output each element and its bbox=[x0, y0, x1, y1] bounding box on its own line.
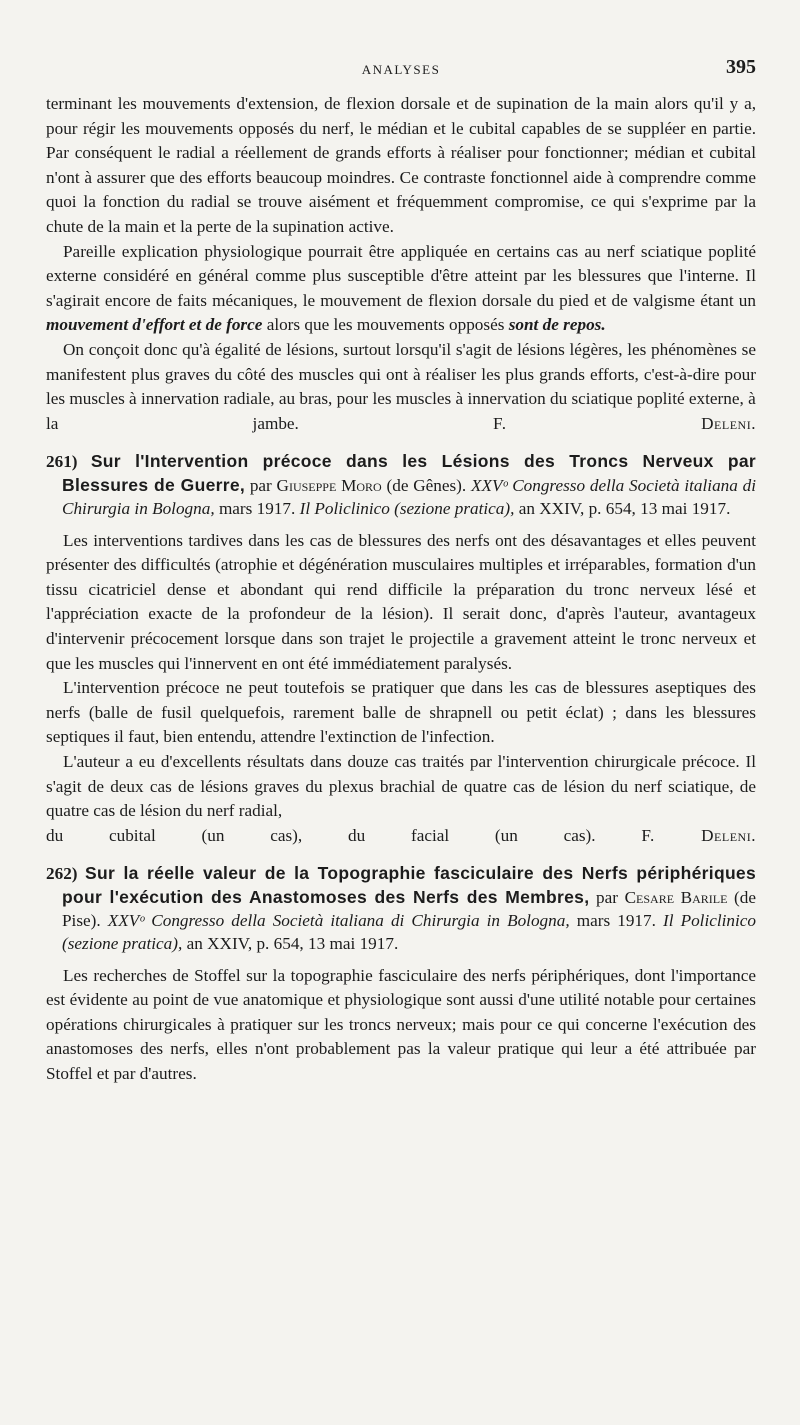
paragraph: Les interventions tardives dans les cas de blessures des nerfs ont des désavantages et elles peuvent présenter des difficultés (atrophie et dégénération musculaires multiples et irréparables, formation d'un tissu cicatriciel dense et abondant qui rend difficile la préparation du tronc nerveux lésé et l'appréciation exacte de la profondeur de la lésion). Il serait donc, d'après l'auteur, avantageux d'intervenir précocement lorsque dans son trajet le projectile a gravement atteint le tronc nerveux et que les muscles qui l'innervent en ont été immédiatement paralysés. bbox=[46, 530, 756, 673]
entry-body bbox=[46, 964, 756, 1087]
entry-261 bbox=[46, 450, 756, 848]
entry-body bbox=[46, 529, 756, 849]
entry-number: 261) bbox=[46, 452, 78, 472]
continued-analysis bbox=[46, 92, 756, 436]
journal: Il Policlinico (sezione pratica), bbox=[62, 911, 757, 953]
entry-heading: 261) Sur l'Intervention précoce dans les Lésions des Troncs Nerveux par Blessures de Guerre, par Giuseppe Moro (de Gênes). XXVᵒ Congresso della Società italiana di Chirurgia in Bologna, mars 1917. Il Policlinico (sezione pratica), an XXIV, p. 654, 13 mai 1917. bbox=[46, 451, 757, 518]
signature-line: la jambe. F. Deleni. bbox=[46, 413, 757, 433]
emphasis: mouvement d'effort et de force bbox=[46, 315, 263, 335]
source: XXVᵒ Congresso della Società italiana di Chirurgia in Bologna, bbox=[107, 911, 570, 931]
paragraph: Pareille explication physiologique pourrait être appliquée en certains cas au nerf sciatique poplité externe considéré en général comme plus susceptible d'être atteint par les blessures que l'interne. Il s'agirait encore de faits mécaniques, le mouvement de flexion dorsale du pied et de valgisme étant un mouvement d'effort et de force alors que les mouvements opposés sont de repos. bbox=[46, 241, 756, 335]
entry-title: Sur l'Intervention précoce dans les Lésions des Troncs Nerveux par Blessures de Guerre, bbox=[62, 451, 756, 496]
author-name: Cesare Barile bbox=[624, 888, 728, 908]
signature-line: du cubital (un cas), du facial (un cas). F. Deleni. bbox=[46, 825, 757, 845]
author-signature: F. Deleni. bbox=[493, 413, 757, 433]
entry-heading: 262) Sur la réelle valeur de la Topographie fasciculaire des Nerfs périphériques pour l'exécution des Anastomoses des Nerfs des Membres, par Cesare Barile (de Pise). XXVᵒ Congresso della Società italiana di Chirurgia in Bologna, mars 1917. Il Policlinico (sezione pratica), an XXIV, p. 654, 13 mai 1917. bbox=[46, 863, 757, 953]
running-title: ANALYSES bbox=[361, 62, 441, 77]
paragraph: L'intervention précoce ne peut toutefois se pratiquer que dans les cas de blessures aseptiques des nerfs (balle de fusil quelquefois, rarement balle de shrapnell ou petit éclat) ; dans les blessures septiques il faut, bien entendu, attendre l'extinction de l'infection. bbox=[46, 678, 756, 747]
paragraph: On conçoit donc qu'à égalité de lésions, surtout lorsqu'il s'agit de lésions légères, les phénomènes se manifestent plus graves du côté des muscles qui ont à réaliser les plus grands efforts, c'est-à-dire pour les muscles à innervation radiale, au bras, pour les muscles à innervation du sciatique poplité externe, à bbox=[46, 339, 756, 409]
paragraph: L'auteur a eu d'excellents résultats dans douze cas traités par l'intervention chirurgicale précoce. Il s'agit de deux cas de lésions graves du plexus brachial de quatre cas de lésion du nerf sciatique, de quatre cas de lésion du nerf radial, bbox=[46, 752, 756, 821]
paragraph: terminant les mouvements d'extension, de flexion dorsale et de supination de la main alors qu'il y a, pour régir les mouvements opposés du nerf, le médian et le cubital capables de se suppléer en partie. Par conséquent le radial a réellement de grands efforts à réaliser pour fonctionner; médian et cubital n'ont à assurer que des efforts beaucoup moindres. Ce contraste fonctionnel aide à comprendre comme quoi la fonction du radial se trouve aisément et fréquemment compromise, ce qui s'exprime par la chute de la main et la perte de la supination active. bbox=[46, 94, 756, 236]
author-signature: F. Deleni. bbox=[641, 825, 757, 845]
page-number: 395 bbox=[726, 56, 756, 78]
page-header bbox=[46, 56, 756, 92]
page bbox=[46, 56, 756, 1087]
emphasis: sont de repos. bbox=[508, 315, 606, 335]
entry-title: Sur la réelle valeur de la Topographie fasciculaire des Nerfs périphériques pour l'exécution des Anastomoses des Nerfs des Membres, bbox=[62, 863, 756, 908]
author-name: Giuseppe Moro bbox=[276, 476, 382, 496]
paragraph: Les recherches de Stoffel sur la topographie fasciculaire des nerfs périphériques, dont l'importance est évidente au point de vue anatomique et physiologique sont aussi d'une utilité notable pour certaines opérations chirurgicales à pratiquer sur les troncs nerveux; mais pour ce qui concerne l'exécution des anastomoses des nerfs, elles n'ont probablement pas la valeur pratique qui leur a été attribuée par Stoffel et par d'autres. bbox=[46, 965, 756, 1083]
journal: Il Policlinico (sezione pratica), bbox=[299, 498, 515, 518]
source: XXVᵒ Congresso della Società italiana di Chirurgia in Bologna, bbox=[62, 476, 757, 518]
entry-262 bbox=[46, 862, 756, 1086]
entry-number: 262) bbox=[46, 864, 78, 884]
